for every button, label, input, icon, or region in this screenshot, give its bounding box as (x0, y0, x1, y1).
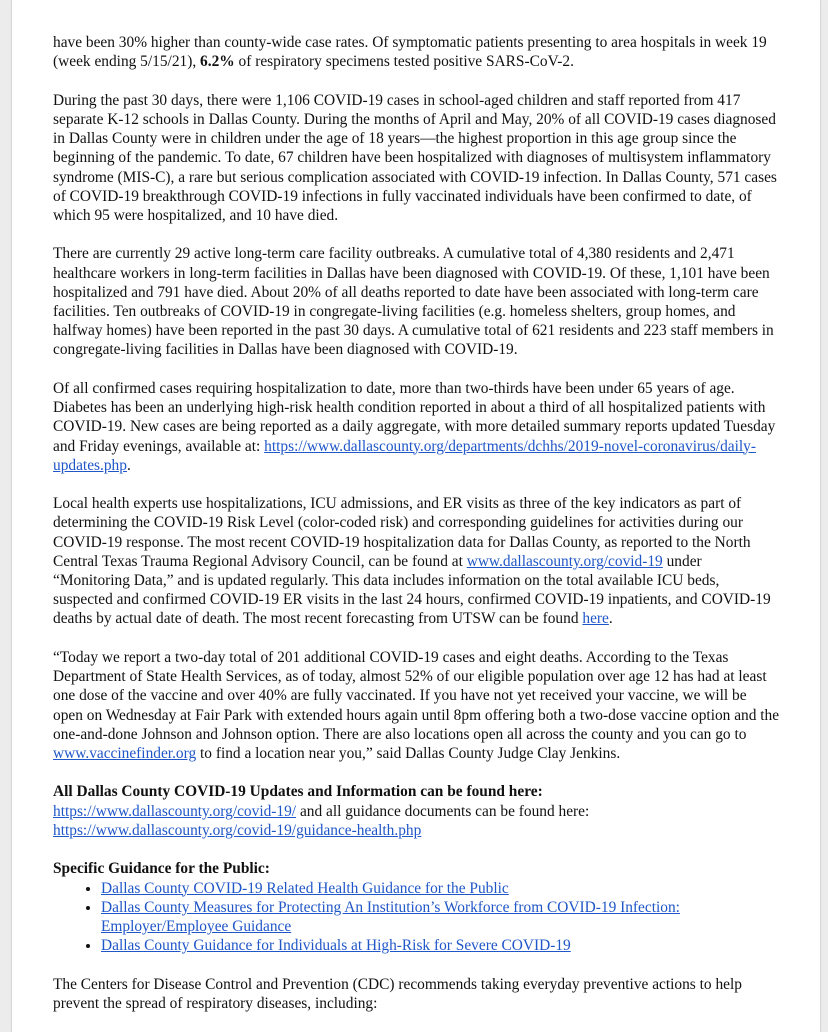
covid-19-dashboard-link[interactable]: www.dallascounty.org/covid-19 (466, 552, 663, 570)
guidance-workforce-link[interactable]: Dallas County Measures for Protecting An Institution’s Workforce from COVID-19 Infection: Employer/Employee Guidance (101, 898, 680, 935)
list-item (101, 898, 780, 936)
paragraph-text: to find a location near you,” said Dallas County Judge Clay Jenkins. (196, 744, 621, 762)
guidance-heading: Specific Guidance for the Public: (53, 860, 270, 878)
guidance-public-link[interactable]: Dallas County COVID-19 Related Health Guidance for the Public (101, 879, 509, 897)
paragraph-text: Of all confirmed cases requiring hospitalization to date, more than two-thirds have been under 65 years of age. Diabetes has been an underlying high-risk health condition reported in about a third of all hospitalized patients with COVID-19. New cases are being reported as a daily aggregate, with more detailed summary reports updated Tuesday and Friday evenings, available at: (53, 379, 776, 455)
list-item (101, 879, 780, 898)
paragraph-risk-level (53, 494, 780, 628)
document-page (12, 0, 820, 1032)
paragraph-cdc: The Centers for Disease Control and Prevention (CDC) recommends taking everyday preventive actions to help prevent the spread of respiratory diseases, including: (53, 975, 742, 1012)
guidance-documents-link[interactable]: https://www.dallascounty.org/covid-19/guidance-health.php (53, 821, 422, 839)
paragraph-text: have been 30% higher than county-wide case rates. Of symptomatic patients presenting to area hospitals in week 19 (week ending 5/15/21), (53, 34, 767, 71)
guidance-high-risk-link[interactable]: Dallas County Guidance for Individuals at High-Risk for Severe COVID-19 (101, 937, 571, 955)
list-item (101, 936, 780, 955)
utsw-forecast-link[interactable]: here (582, 610, 609, 628)
updates-section (53, 782, 780, 840)
paragraph-text: of respiratory specimens tested positive SARS-CoV-2. (234, 53, 574, 71)
guidance-list (53, 879, 780, 956)
paragraph-hospital-rates (53, 33, 780, 71)
paragraph-text: under “Monitoring Data,” and is updated regularly. This data includes information on the total available ICU beds, suspected and confirmed COVID-19 ER visits in the last 24 hours, confirmed COVID-19 inpatients, and COVID-19 deaths by actual date of death. The most recent forecasting from UTSW can be found (53, 552, 771, 628)
paragraph-text: and all guidance documents can be found here: (296, 802, 590, 820)
updates-heading: All Dallas County COVID-19 Updates and Information can be found here: (53, 783, 543, 801)
paragraph-school-cases: During the past 30 days, there were 1,106 COVID-19 cases in school-aged children and staff reported from 417 separate K-12 schools in Dallas County. During the months of April and May, 20% of all COVID-19 cases diagnosed in Dallas County were in children under the age of 18 years—the highest proportion in this age group since the beginning of the pandemic. To date, 67 children have been hospitalized with diagnoses of multisystem inflammatory syndrome (MIS-C), a rare but serious complication associated with COVID-19 infection. In Dallas County, 571 cases of COVID-19 breakthrough COVID-19 infections in fully vaccinated individuals have been confirmed to date, of which 95 were hospitalized, and 10 have died. (53, 91, 777, 224)
paragraph-hospitalization (53, 379, 780, 475)
paragraph-judge-quote (53, 648, 780, 763)
paragraph-long-term-care: There are currently 29 active long-term care facility outbreaks. A cumulative total of 4,380 residents and 2,471 healthcare workers in long-term facilities in Dallas have been diagnosed with COVID-19. Of these, 1,101 have been hospitalized and 791 have died. About 20% of all deaths reported to date have been associated with long-term care facilities. Ten outbreaks of COVID-19 in congregate-living facilities (e.g. homeless shelters, group homes, and halfway homes) have been reported in the past 30 days. A cumulative total of 621 residents and 223 staff members in congregate-living facilities in Dallas have been diagnosed with COVID-19. (53, 245, 774, 359)
paragraph-text: . (608, 610, 613, 628)
positivity-rate: 6.2% (200, 53, 235, 71)
paragraph-text: Local health experts use hospitalizations, ICU admissions, and ER visits as three of the key indicators as part of determining the COVID-19 Risk Level (color-coded risk) and corresponding guidelines for activities during our COVID-19 response. The most recent COVID-19 hospitalization data for Dallas County, as reported to the North Central Texas Trauma Regional Advisory Council, can be found at (53, 495, 751, 570)
paragraph-text: “Today we report a two-day total of 201 additional COVID-19 cases and eight deaths. According to the Texas Department of State Health Services, as of today, almost 52% of our eligible population over age 12 has had at least one dose of the vaccine and over 40% are fully vaccinated. If you have not yet received your vaccine, we will be open on Wednesday at Fair Park with extended hours again until 8pm offering both a two-dose vaccine option and the one-and-done Johnson and Johnson option. There are also locations open all across the county and you can go to (53, 648, 780, 743)
guidance-section (53, 859, 780, 955)
daily-updates-link[interactable]: https://www.dallascounty.org/departments/dchhs/2019-novel-coronavirus/daily-updates.php (53, 437, 756, 474)
covid-19-updates-link[interactable]: https://www.dallascounty.org/covid-19/ (53, 802, 297, 820)
paragraph-text: . (126, 456, 131, 474)
vaccinefinder-link[interactable]: www.vaccinefinder.org (53, 744, 197, 762)
